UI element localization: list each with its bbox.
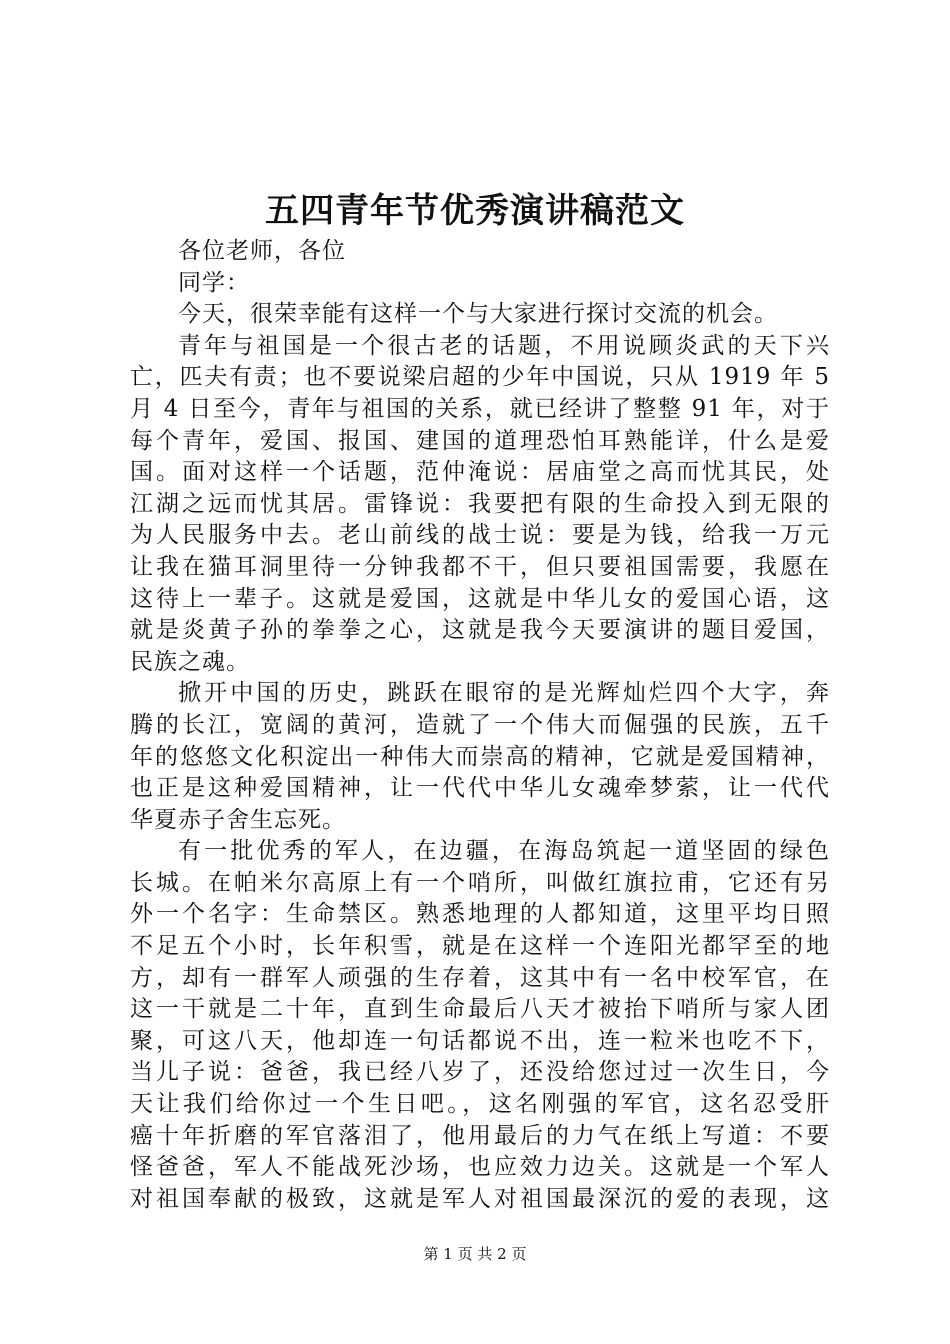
text-line: 也正是这种爱国精神，让一代代中华儿女魂牵梦萦，让一代代: [130, 775, 830, 802]
text-line: 亡，匹夫有责；也不要说梁启超的少年中国说，只从 1919 年 5: [130, 364, 830, 391]
text-line: 天让我们给你过一个生日吧。，这名刚强的军官，这名忍受肝: [130, 1091, 830, 1118]
text-line: 同学：: [178, 269, 250, 296]
text-line: 有一批优秀的军人，在边疆，在海岛筑起一道坚固的绿色: [178, 838, 830, 865]
document-title: 五四青年节优秀演讲稿范文: [265, 191, 685, 231]
text-line: 国。面对这样一个话题，范仲淹说：居庙堂之高而忧其民，处: [130, 459, 830, 486]
text-line: 青年与祖国是一个很古老的话题，不用说顾炎武的天下兴: [178, 332, 830, 359]
text-line: 这一干就是二十年，直到生命最后八天才被抬下哨所与家人团: [130, 996, 830, 1023]
text-line: 每个青年，爱国、报国、建国的道理恐怕耳熟能详，什么是爱: [130, 427, 830, 454]
text-line: 华夏赤子舍生忘死。: [130, 806, 346, 833]
text-line: 这待上一辈子。这就是爱国，这就是中华儿女的爱国心语，这: [130, 585, 830, 612]
text-line: 今天，很荣幸能有这样一个与大家进行探讨交流的机会。: [178, 301, 778, 328]
text-line: 不足五个小时，长年积雪，就是在这样一个连阳光都罕至的地: [130, 933, 830, 960]
text-line: 长城。在帕米尔高原上有一个哨所，叫做红旗拉甫，它还有另: [130, 869, 830, 896]
text-line: 就是炎黄子孙的拳拳之心，这就是我今天要演讲的题目爱国，: [130, 617, 830, 644]
text-line: 对祖国奉献的极致，这就是军人对祖国最深沉的爱的表现，这: [130, 1185, 830, 1212]
text-line: 让我在猫耳洞里待一分钟我都不干，但只要祖国需要，我愿在: [130, 553, 830, 580]
text-line: 江湖之远而忧其居。雷锋说：我要把有限的生命投入到无限的: [130, 490, 830, 517]
page-footer: 第 1 页 共 2 页: [423, 1245, 527, 1263]
text-line: 当儿子说：爸爸，我已经八岁了，还没给您过过一次生日，今: [130, 1059, 830, 1086]
text-line: 聚，可这八天，他却连一句话都说不出，连一粒米也吃不下，: [130, 1027, 830, 1054]
text-line: 外一个名字：生命禁区。熟悉地理的人都知道，这里平均日照: [130, 901, 830, 928]
text-line: 掀开中国的历史，跳跃在眼帘的是光辉灿烂四个大字，奔: [178, 680, 830, 707]
text-line: 怪爸爸，军人不能战死沙场，也应效力边关。这就是一个军人: [130, 1154, 830, 1181]
text-line: 各位老师，各位: [178, 238, 346, 264]
text-line: 月 4 日至今，青年与祖国的关系，就已经讲了整整 91 年，对于: [130, 395, 830, 422]
text-line: 年的悠悠文化积淀出一种伟大而崇高的精神，它就是爱国精神，: [130, 743, 830, 770]
document-body: [130, 236, 830, 1215]
text-line: 民族之魂。: [130, 648, 250, 675]
text-line: 腾的长江，宽阔的黄河，造就了一个伟大而倔强的民族，五千: [130, 711, 830, 738]
text-line: 为人民服务中去。老山前线的战士说：要是为钱，给我一万元: [130, 522, 830, 549]
text-line: 方，却有一群军人顽强的生存着，这其中有一名中校军官，在: [130, 964, 830, 991]
text-line: 癌十年折磨的军官落泪了，他用最后的力气在纸上写道：不要: [130, 1122, 830, 1149]
